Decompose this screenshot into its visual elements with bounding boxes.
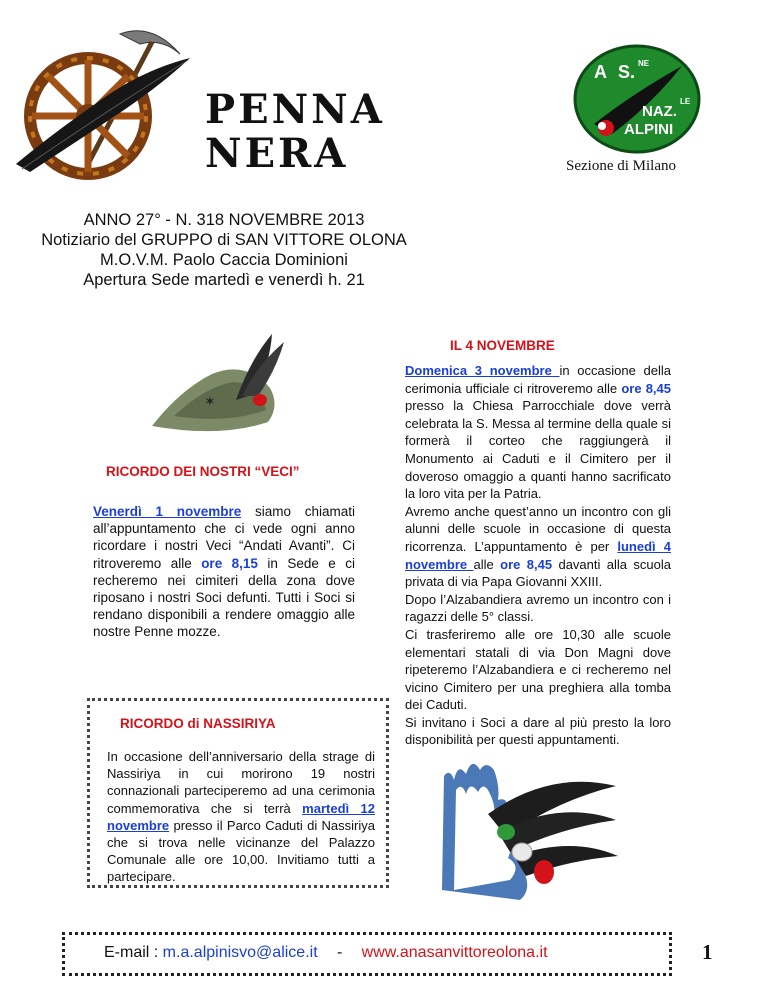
novembre-text-2: presso la Chiesa Parrocchiale dove verrà celebrata la S. Messa al termine della quale si formerà il corteo che raggiungerà il Monumento ai Caduti e il Cimitero per il doveroso omaggio a quanti hanno sacrificato la loro vita per la Patria. — [405, 398, 671, 502]
veci-paragraph — [93, 503, 355, 641]
veci-heading: RICORDO DEI NOSTRI “VECI” — [106, 464, 300, 479]
novembre-text-7: Ci trasferiremo alle ore 10,30 alle scuole elementari statali di via Don Magni dove ripeteremo l’Alzabandiera e ci recheremo nel vicino Cimitero per una preghiera alla tomba dei Caduti. — [405, 626, 671, 713]
badge-text-le: LE — [680, 97, 691, 106]
footer-contacts — [104, 944, 548, 962]
nassiriya-date-link[interactable]: martedì 12 novembre — [107, 800, 375, 833]
alpine-hat-image — [150, 330, 300, 440]
issue-info — [0, 210, 448, 290]
veci-date-link[interactable]: Venerdì 1 novembre — [93, 504, 242, 519]
ana-badge-logo — [572, 44, 702, 154]
page-number: 1 — [702, 940, 713, 964]
novembre-text-8: Si invitano i Soci a dare al più presto la loro disponibilità per questi appuntamenti. — [405, 714, 671, 748]
novembre-time-1: ore 8,45 — [621, 380, 671, 396]
nassiriya-text-1: In occasione dell’anniversario della strage di Nassiriya in cui morirono 19 nostri connazionali parteciperemo ad una cerimonia commemorativa che si terrà — [107, 749, 375, 816]
issue-line: ANNO 27° - N. 318 NOVEMBRE 2013 — [83, 211, 365, 229]
masthead-title-line2: NERA — [205, 130, 349, 177]
veci-text-1: siamo chiamati all’appuntamento che ci vede ogni anno ricordare i nostri Veci “Andati Avanti”. Ci ritroveremo alle — [93, 504, 355, 571]
footer-separator: - — [336, 944, 343, 961]
email-link[interactable]: m.a.alpinisvo@alice.it — [162, 944, 318, 961]
veci-text-2: in Sede e ci recheremo nei cimiteri della zona dove riposano i nostri Soci defunti. Tutti i Soci si rendano disponibili a rendere omaggio alle nostre Penne mozze. — [93, 555, 356, 640]
badge-text-s: S. — [618, 62, 636, 82]
novembre-paragraph — [405, 362, 671, 749]
penna-nera-logo-graphic — [12, 14, 212, 184]
website-link[interactable]: www.anasanvittoreolona.it — [361, 944, 548, 961]
veci-time: ore 8,15 — [201, 555, 258, 571]
novembre-heading: IL 4 NOVEMBRE — [450, 338, 555, 353]
badge-text-ne: NE — [638, 59, 650, 68]
feathers-tricolore-image — [440, 740, 620, 910]
section-label: Sezione di Milano — [566, 158, 676, 174]
badge-text-a: A — [594, 62, 607, 82]
novembre-date-link-2[interactable]: lunedì 4 novembre — [405, 538, 671, 572]
novembre-text-4: alle — [473, 556, 501, 572]
svg-text:✶: ✶ — [204, 394, 216, 410]
novembre-date-link-1[interactable]: Domenica 3 novembre — [405, 363, 560, 378]
dedication-line: M.O.V.M. Paolo Caccia Dominioni — [100, 251, 348, 269]
badge-text-naz: NAZ. — [642, 103, 677, 120]
novembre-text-1: in occasione della cerimonia ufficiale ci ritroveremo alle — [405, 363, 671, 396]
badge-text-alpini: ALPINI — [624, 121, 674, 138]
group-line: Notiziario del GRUPPO di SAN VITTORE OLONA — [41, 231, 407, 249]
nassiriya-text-2: presso il Parco Caduti di Nassiriya che si trova nelle vicinanze del Palazzo Comunale alle ore 10,00. Invitiamo tutti a partecipare. — [107, 817, 375, 885]
novembre-text-3: Avremo anche quest’anno un incontro con gli alunni delle scuole in occasione di questa ricorrenza. L’appuntamento è per — [405, 503, 671, 554]
masthead-title — [205, 88, 385, 176]
nassiriya-heading: RICORDO di NASSIRIYA — [120, 716, 276, 731]
masthead-title-line1: PENNA — [205, 86, 385, 133]
opening-hours-line: Apertura Sede martedì e venerdì h. 21 — [83, 271, 365, 289]
novembre-text-5: davanti alla scuola privata di via Papa Giovanni XXIII. — [405, 556, 671, 590]
nassiriya-paragraph — [107, 748, 375, 886]
novembre-text-6: Dopo l’Alzabandiera avremo un incontro con i ragazzi delle 5° classi. — [405, 591, 671, 625]
novembre-time-2: ore 8,45 — [500, 556, 553, 572]
email-label: E-mail : — [104, 944, 163, 961]
